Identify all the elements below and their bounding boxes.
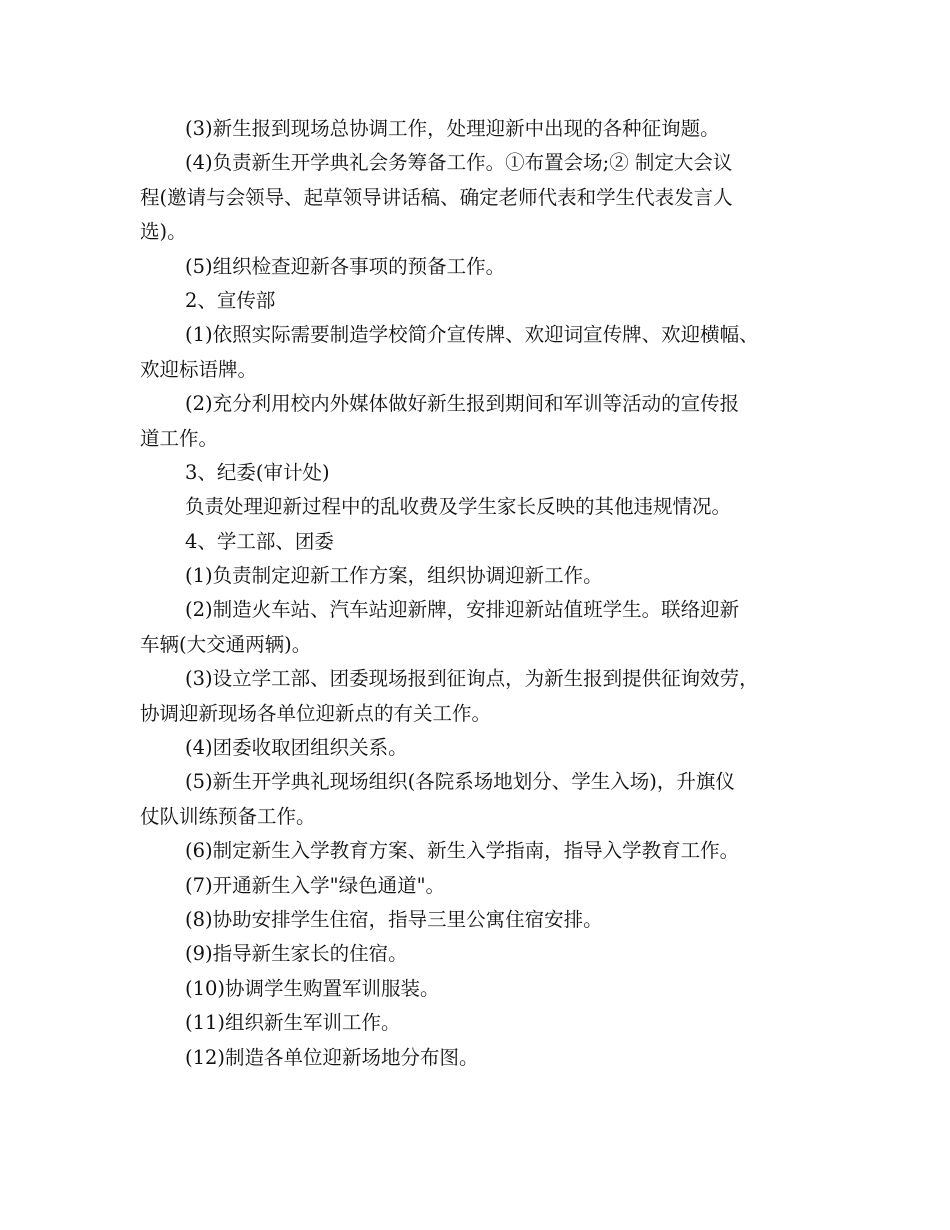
paragraph-line: 程(邀请与会领导、起草领导讲话稿、确定老师代表和学生代表发言人 [140,185,733,209]
section-heading: 4、学工部、团委 [185,529,334,553]
paragraph-line: (2)充分利用校内外媒体做好新生报到期间和军训等活动的宣传报 [185,392,740,416]
paragraph-line: (6)制定新生入学教育方案、新生入学指南，指导入学教育工作。 [185,839,740,863]
paragraph-line: (12)制造各单位迎新场地分布图。 [185,1045,479,1069]
paragraph-line: (2)制造火车站、汽车站迎新牌，安排迎新站值班学生。联络迎新 [185,598,740,622]
section-heading: 3、纪委(审计处) [185,460,330,484]
paragraph-line: 道工作。 [140,426,219,450]
paragraph-line: (11)组织新生军训工作。 [185,1011,401,1035]
section-heading: 2、宣传部 [185,288,276,312]
paragraph-line: 仗队训练预备工作。 [140,804,316,828]
paragraph-line: 欢迎标语牌。 [140,357,258,381]
paragraph-line: (4)负责新生开学典礼会务筹备工作。①布置会场;② 制定大会议 [185,151,733,175]
paragraph-line: (7)开通新生入学"绿色通道"。 [185,873,446,897]
paragraph-line: 车辆(大交通两辆)。 [140,632,312,656]
paragraph-line: (8)协助安排学生住宿，指导三里公寓住宿安排。 [185,907,603,931]
paragraph-line: (10)协调学生购置军训服装。 [185,976,440,1000]
paragraph-line: 选)。 [140,220,187,244]
paragraph-line: (1)负责制定迎新工作方案，组织协调迎新工作。 [185,564,603,588]
paragraph-line: 负责处理迎新过程中的乱收费及学生家长反映的其他违规情况。 [185,495,732,519]
paragraph-line: (3)设立学工部、团委现场报到征询点，为新生报到提供征询效劳， [185,667,759,691]
paragraph-line: (1)依照实际需要制造学校简介宣传牌、欢迎词宣传牌、欢迎横幅、 [185,323,759,347]
paragraph-line: (5)新生开学典礼现场组织(各院系场地划分、学生入场)，升旗仪 [185,770,735,794]
paragraph-line: (9)指导新生家长的住宿。 [185,942,408,966]
document-body [140,112,820,1075]
paragraph-line: (5)组织检查迎新各事项的预备工作。 [185,254,506,278]
paragraph-line: 协调迎新现场各单位迎新点的有关工作。 [140,701,492,725]
paragraph-line: (3)新生报到现场总协调工作，处理迎新中出现的各种征询题。 [185,117,720,140]
paragraph-line: (4)团委收取团组织关系。 [185,736,408,760]
